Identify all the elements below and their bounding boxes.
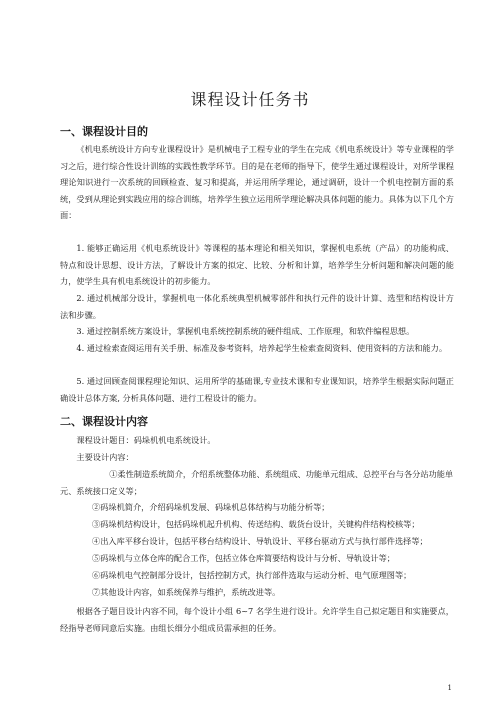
content-item-3: ③码垛机结构设计，包括码垛机起升机构、传送结构、载货台设计，关键构件结构校核等； xyxy=(92,519,420,529)
section-heading-content: 二、课程设计内容 xyxy=(60,415,148,428)
purpose-item-3: 3. 通过控制系统方案设计，掌握机电系统控制系统的硬件组成、工作原理，和软件编程思想。 xyxy=(76,326,415,336)
content-item-6: ⑥码垛机电气控制部分设计，包括控制方式，执行部件选取与运动分析、电气原理图等； xyxy=(92,570,412,580)
content-item-7: ⑦其他设计内容，如系统保养与维护，系统改进等。 xyxy=(92,587,281,597)
design-topic: 课程设计题目：码垛机机电系统设计。 xyxy=(76,435,216,445)
content-item-5: ⑤码垛机与立体仓库的配合工作，包括立体仓库简要结构设计与分析、导轨设计等； xyxy=(92,553,395,563)
content-item-1: ①柔性制造系统简介，介绍系统整体功能、系统组成、功能单元组成、总控平台与各分站功能单元、系统接口定义等； xyxy=(60,469,454,496)
closing-paragraph: 根据各子题目设计内容不同，每个设计小组 6~7 名学生进行设计。允许学生自己拟定题目和实施要点，经指导老师同意后实施。由组长细分小组成员需承担的任务。 xyxy=(60,606,454,633)
design-content-label: 主要设计内容： xyxy=(76,452,134,462)
purpose-item-1: 1. 能够正确运用《机电系统设计》等课程的基本理论和相关知识，掌握机电系统（产品）的功能构成、特点和设计思想、设计方法，了解设计方案的拟定、比较、分析和计算，培养学生分析问题和解决问题的能力，使学生具有机电系统设计的初步能力。 xyxy=(60,243,454,287)
page-number: 1 xyxy=(447,684,452,692)
content-item-2: ②码垛机简介，介绍码垛机发展、码垛机总体结构与功能分析等； xyxy=(92,502,330,512)
page-title: 课程设计任务书 xyxy=(190,90,310,109)
content-item-4: ④出入库平移台设计，包括平移台结构设计、导轨设计、平移台驱动方式与执行部件选择等； xyxy=(92,536,428,546)
purpose-item-4: 4. 通过检索查阅运用有关手册、标准及参考资料，培养起学生检索查阅资料、使用资料的方法和能力。 xyxy=(76,343,448,353)
purpose-intro-paragraph: 《机电系统设计方向专业课程设计》是机械电子工程专业的学生在完成《机电系统设计》等专业课程的学习之后，进行综合性设计训练的实践性教学环节。目的是在老师的指导下，使学生通过课程设计，对所学课程理论知识进行一次系统的回顾检查、复习和提高，并运用所学理论，通过调研，设计一个机电控制方面的系统，受到从理论到实践应用的综合训练，培养学生独立运用所学理论解决具体问题的能力。具体为以下几个方面： xyxy=(60,144,454,221)
purpose-item-2: 2. 通过机械部分设计，掌握机电一体化系统典型机械零部件和执行元件的设计计算、选型和结构设计方法和步骤。 xyxy=(60,293,454,320)
purpose-item-5: 5. 通过回顾查阅课程理论知识、运用所学的基础课,专业技术课和专业课知识，培养学生根据实际问题正确设计总体方案, 分析具体问题、进行工程设计的能力。 xyxy=(60,376,454,403)
section-heading-purpose: 一、课程设计目的 xyxy=(60,125,148,138)
